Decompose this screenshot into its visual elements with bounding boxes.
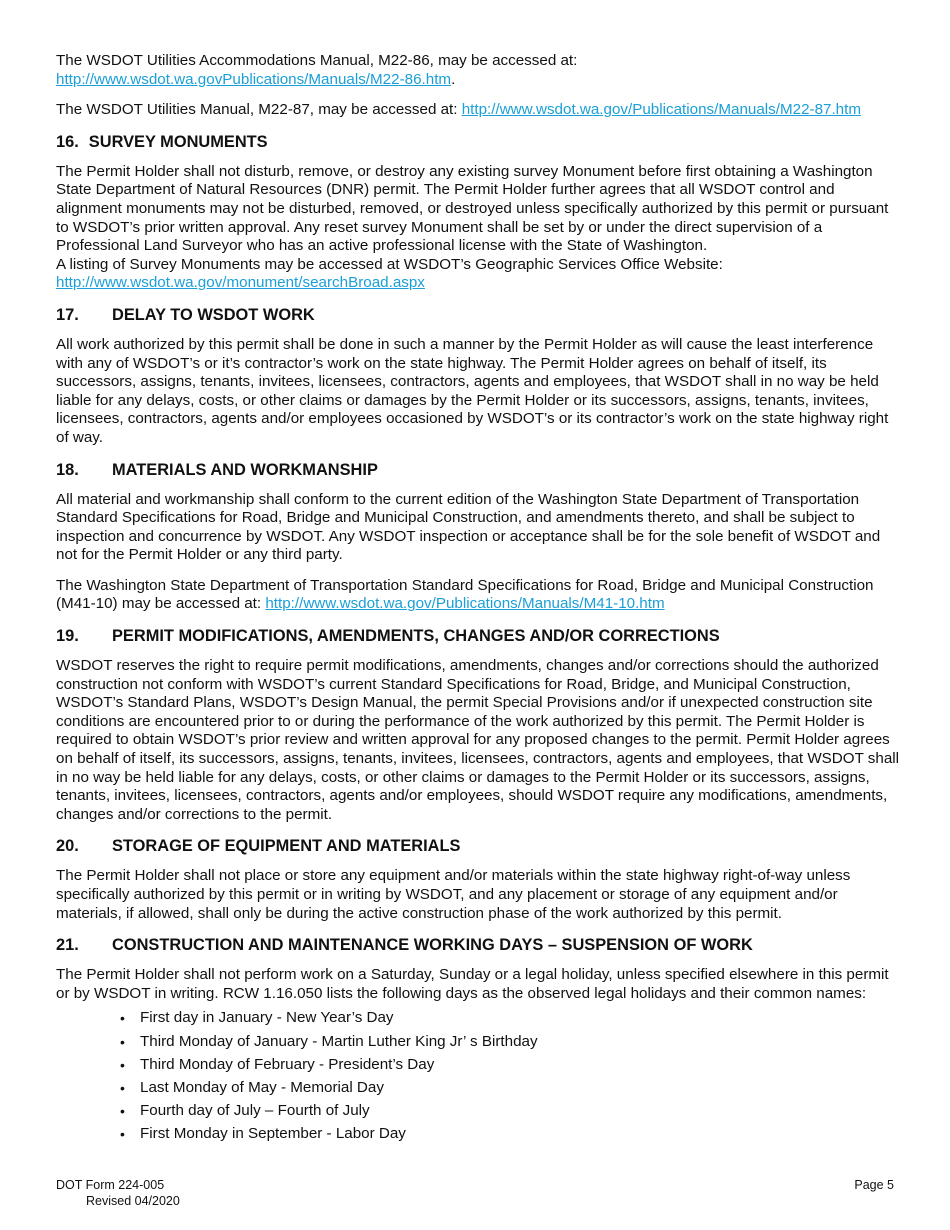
accommodations-manual-period: . (451, 70, 456, 88)
section-17-heading (56, 305, 901, 325)
bullet-icon: • (120, 1010, 125, 1027)
section-16-heading (56, 132, 901, 152)
section-20-body: The Permit Holder shall not place or store any equipment and/or materials within the state highway right-of-way unless specifically authorized by this permit or in writing by WSDOT, and any placement or storage of any equipment and/or materials, if allowed, shall only be during the active construction phase of the work authorized by this permit. (56, 867, 851, 922)
section-18-heading (56, 460, 901, 480)
accommodations-manual-text: The WSDOT Utilities Accommodations Manual, M22-86, may be accessed at: (56, 52, 578, 69)
section-21-body: The Permit Holder shall not perform work on a Saturday, Sunday or a legal holiday, unless specified elsewhere in this permit or by WSDOT in writing. RCW 1.16.050 lists the following days as the observed legal holidays and their common names: (56, 966, 889, 1002)
bullet-icon: • (120, 1079, 125, 1096)
section-19-number: 19. (56, 627, 79, 646)
accommodations-manual-paragraph (56, 52, 901, 89)
section-18-number: 18. (56, 460, 79, 479)
section-21-number: 21. (56, 936, 79, 955)
section-21-title: CONSTRUCTION AND MAINTENANCE WORKING DAYS – SUSPENSION OF WORK (112, 936, 753, 955)
section-18-specs-paragraph (56, 577, 901, 614)
list-item (120, 1009, 901, 1028)
section-16-number: 16. (56, 132, 79, 151)
footer-form-number: DOT Form 224-005 (56, 1178, 165, 1192)
section-16-link-line (56, 274, 901, 293)
footer-form-info (56, 1178, 180, 1209)
list-item (120, 1056, 901, 1075)
section-18-specs-text: The Washington State Department of Transportation Standard Specifications for Road, Bridge and Municipal Construction (M41-10) may be accessed at: (56, 576, 874, 613)
footer-revised-date: Revised 04/2020 (86, 1193, 180, 1208)
section-17-number: 17. (56, 305, 79, 324)
section-18-body: All material and workmanship shall conform to the current edition of the Washington State Department of Transportation Standard Specifications for Road, Bridge and Municipal Construction, and amendments thereto, and shall be subject to inspection and concurrence by WSDOT. Any WSDOT inspection or acceptance shall be for the sole benefit of WSDOT and not for the Permit Holder or any third party. (56, 490, 881, 564)
bullet-icon: • (120, 1126, 125, 1143)
footer-page-number: Page 5 (854, 1178, 894, 1192)
accommodations-manual-link[interactable]: http://www.wsdot.wa.govPublications/Manuals/M22-86.htm (56, 70, 452, 88)
section-20-number: 20. (56, 837, 79, 856)
section-19-title: PERMIT MODIFICATIONS, AMENDMENTS, CHANGES AND/OR CORRECTIONS (112, 627, 720, 646)
list-item (120, 1125, 901, 1144)
holiday-text: Last Monday of May - Memorial Day (140, 1078, 384, 1096)
holiday-text: Third Monday of February - President’s Day (140, 1055, 435, 1073)
bullet-icon: • (120, 1103, 125, 1120)
utilities-manual-paragraph (56, 101, 901, 120)
utilities-manual-text: The WSDOT Utilities Manual, M22-87, may be accessed at: (56, 101, 462, 119)
document-page (56, 52, 901, 1149)
section-17-body: All work authorized by this permit shall be done in such a manner by the Permit Holder as will cause the least interference with any of WSDOT’s or it’s contractor’s work on the state highway. The Permit Holder agrees on behalf of itself, its successors, assigns, tenants, invitees, licensees, contractors, agents and employees, that WSDOT shall in no way be held liable for any delays, costs, or other claims or damages by the Permit Holder or its successors, assigns, tenants, invitees, licensees, contractors, agents and/or employees occasioned by WSDOT’s or its contractor’s work on the state highway right of way. (56, 335, 889, 446)
holiday-list (56, 1009, 901, 1144)
list-item (120, 1079, 901, 1098)
section-16-title: SURVEY MONUMENTS (88, 132, 268, 151)
bullet-icon: • (120, 1033, 125, 1050)
section-18-title: MATERIALS AND WORKMANSHIP (112, 460, 378, 479)
holiday-text: First day in January - New Year’s Day (140, 1009, 394, 1027)
survey-monuments-link[interactable]: http://www.wsdot.wa.gov/monument/searchBroad.aspx (56, 274, 425, 292)
section-20-title: STORAGE OF EQUIPMENT AND MATERIALS (112, 837, 461, 856)
section-19-heading (56, 626, 901, 646)
section-16-listing: A listing of Survey Monuments may be accessed at WSDOT’s Geographic Services Office Website: (56, 255, 723, 273)
section-17-title: DELAY TO WSDOT WORK (112, 305, 315, 324)
section-16-body: The Permit Holder shall not disturb, remove, or destroy any existing survey Monument before first obtaining a Washington State Department of Natural Resources (DNR) permit. The Permit Holder further agrees that all WSDOT control and alignment monuments may not be disturbed, removed, or destroyed unless specifically authorized by this permit or pursuant to WSDOT’s prior written approval. Any reset survey Monument shall be set by or under the direct supervision of a Professional Land Surveyor who has an active professional license with the State of Washington. (56, 162, 889, 255)
section-20-heading (56, 836, 901, 856)
section-19-body: WSDOT reserves the right to require permit modifications, amendments, changes and/or corrections should the authorized construction not conform with WSDOT’s current Standard Specifications for Road, Bridge, and Municipal Construction, WSDOT’s Standard Plans, WSDOT’s Design Manual, the permit Special Provisions and/or if unexpected construction site conditions are encountered prior to or during the performance of the work authorized by this permit. The Permit Holder is required to obtain WSDOT’s prior review and written approval for any proposed changes to the permit. Permit Holder agrees on behalf of itself, its successors, assigns, tenants, invitees, licensees, contractors, agents and employees, that WSDOT shall in no way be held liable for any delays, costs, or other claims or damages to the Permit Holder or its successors, assigns, tenants, invitees, licensees, contractors, agents and/or employees, should WSDOT require any modifications, amendments, changes and/or corrections to the permit. (56, 657, 900, 823)
holiday-text: First Monday in September - Labor Day (140, 1125, 406, 1143)
list-item (120, 1102, 901, 1121)
standard-specs-link[interactable]: http://www.wsdot.wa.gov/Publications/Manuals/M41-10.htm (265, 595, 665, 613)
section-21-heading (56, 935, 901, 955)
utilities-manual-link[interactable]: http://www.wsdot.wa.gov/Publications/Manuals/M22-87.htm (461, 101, 861, 119)
list-item (120, 1033, 901, 1052)
holiday-text: Fourth day of July – Fourth of July (140, 1102, 370, 1120)
bullet-icon: • (120, 1056, 125, 1073)
holiday-text: Third Monday of January - Martin Luther King Jr’ s Birthday (140, 1032, 538, 1050)
